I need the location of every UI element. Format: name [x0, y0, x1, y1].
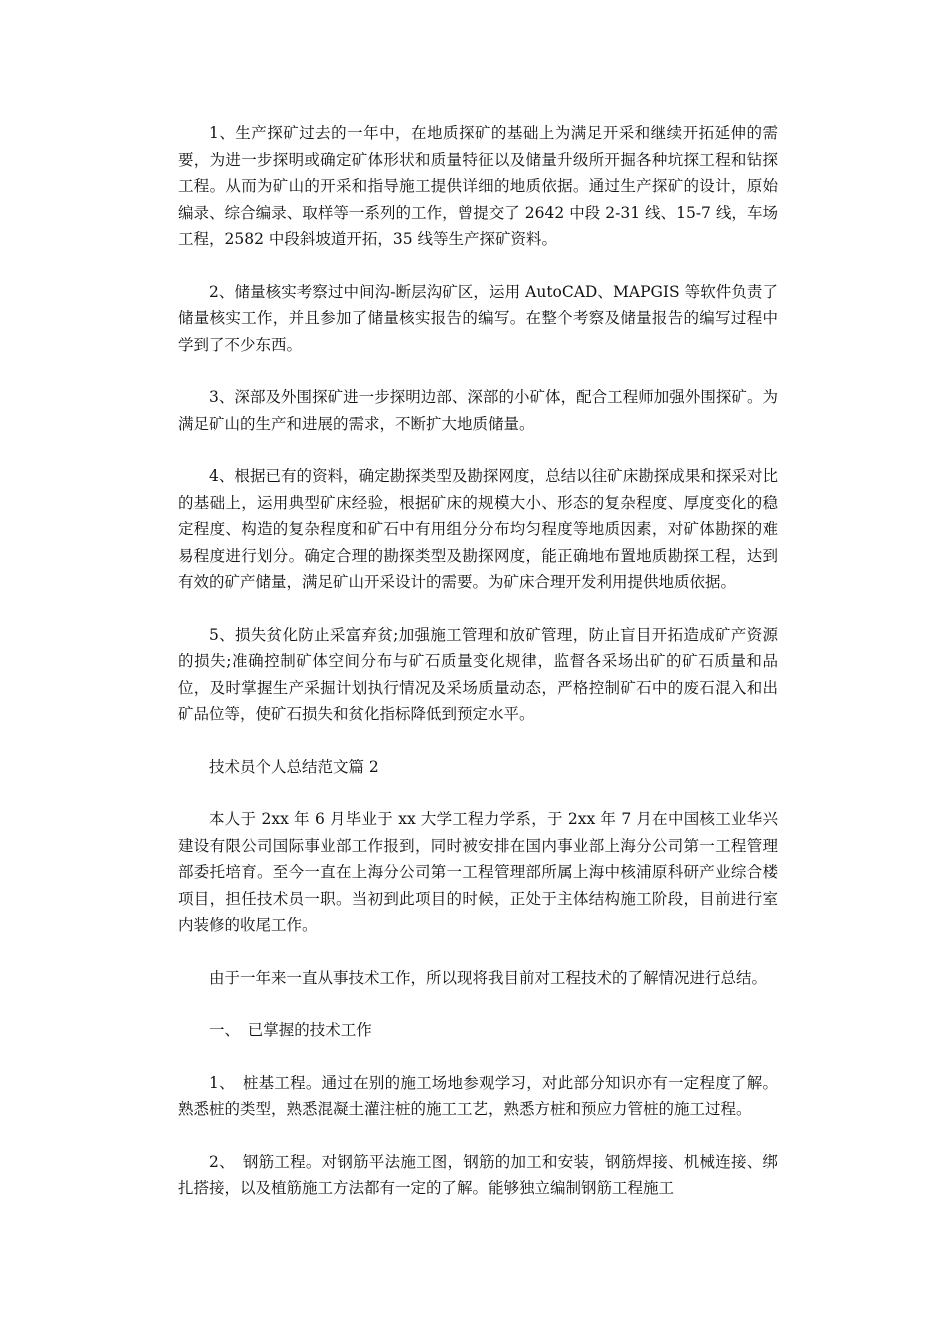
section-title-summary-2: 技术员个人总结范文篇 2 [209, 757, 379, 776]
paragraph-rebar-engineering: 2、 钢筋工程。对钢筋平法施工图，钢筋的加工和安装，钢筋焊接、机械连接、绑扎搭接，以及植筋施工方法都有一定的了解。能够独立编制钢筋工程施工 [178, 1152, 778, 1197]
section-heading-mastered-work: 一、 已掌握的技术工作 [209, 1021, 372, 1039]
paragraph-exploration-type: 4、根据已有的资料，确定勘探类型及勘探网度，总结以往矿床勘探成果和探采对比的基础上，运用典型矿床经验，根据矿床的规模大小、形态的复杂程度、厚度变化的稳定程度、构造的复杂程度和矿石中有用组分分布均匀程度等地质因素，对矿体勘探的难易程度进行划分。确定合理的勘探类型及勘探网度，能正确地布置地质勘探工程，达到有效的矿产储量，满足矿山开采设计的需要。为矿床合理开发利用提供地质依据。 [178, 467, 778, 591]
paragraph-summary-intro: 由于一年来一直从事技术工作，所以现将我目前对工程技术的了解情况进行总结。 [209, 968, 768, 987]
paragraph-reserve-verification: 2、储量核实考察过中间沟-断层沟矿区，运用 AutoCAD、MAPGIS 等软件负责了储量核实工作，并且参加了储量核实报告的编写。在整个考察及储量报告的编写过程中学到了不少东西。 [178, 282, 778, 354]
paragraph-deep-exploration: 3、深部及外围探矿进一步探明边部、深部的小矿体，配合工程师加强外围探矿。为满足矿山的生产和进展的需求，不断扩大地质储量。 [178, 388, 778, 433]
paragraph-production-exploration: 1、生产探矿过去的一年中，在地质探矿的基础上为满足开采和继续开拓延伸的需要，为进一步探明或确定矿体形状和质量特征以及储量升级所开掘各种坑探工程和钻探工程。从而为矿山的开采和指导施工提供详细的地质依据。通过生产探矿的设计，原始编录、综合编录、取样等一系列的工作，曾提交了 2642 中段 2-31 线、15-7 线，车场工程，2582 中段斜坡道开拓，35 线等生产探矿资料。 [178, 124, 778, 248]
document-page [178, 120, 778, 1228]
paragraph-loss-dilution: 5、损失贫化防止采富弃贫;加强施工管理和放矿管理，防止盲目开拓造成矿产资源的损失;准确控制矿体空间分布与矿石质量变化规律，监督各采场出矿的矿石质量和品位，及时掌握生产采掘计划执行情况及采场质量动态，严格控制矿石中的废石混入和出矿品位等，使矿石损失和贫化指标降低到预定水平。 [178, 625, 778, 723]
paragraph-pile-foundation: 1、 桩基工程。通过在别的施工场地参观学习，对此部分知识亦有一定程度了解。熟悉桩的类型，熟悉混凝土灌注桩的施工工艺，熟悉方桩和预应力管桩的施工过程。 [178, 1073, 778, 1118]
paragraph-personal-background: 本人于 2xx 年 6 月毕业于 xx 大学工程力学系，于 2xx 年 7 月在中国核工业华兴建设有限公司国际事业部工作报到，同时被安排在国内事业部上海分公司第一工程管理部委托培育。至今一直在上海分公司第一工程管理部所属上海中核浦原科研产业综合楼项目，担任技术员一职。当初到此项目的时候，正处于主体结构施工阶段，目前进行室内装修的收尾工作。 [178, 810, 778, 934]
